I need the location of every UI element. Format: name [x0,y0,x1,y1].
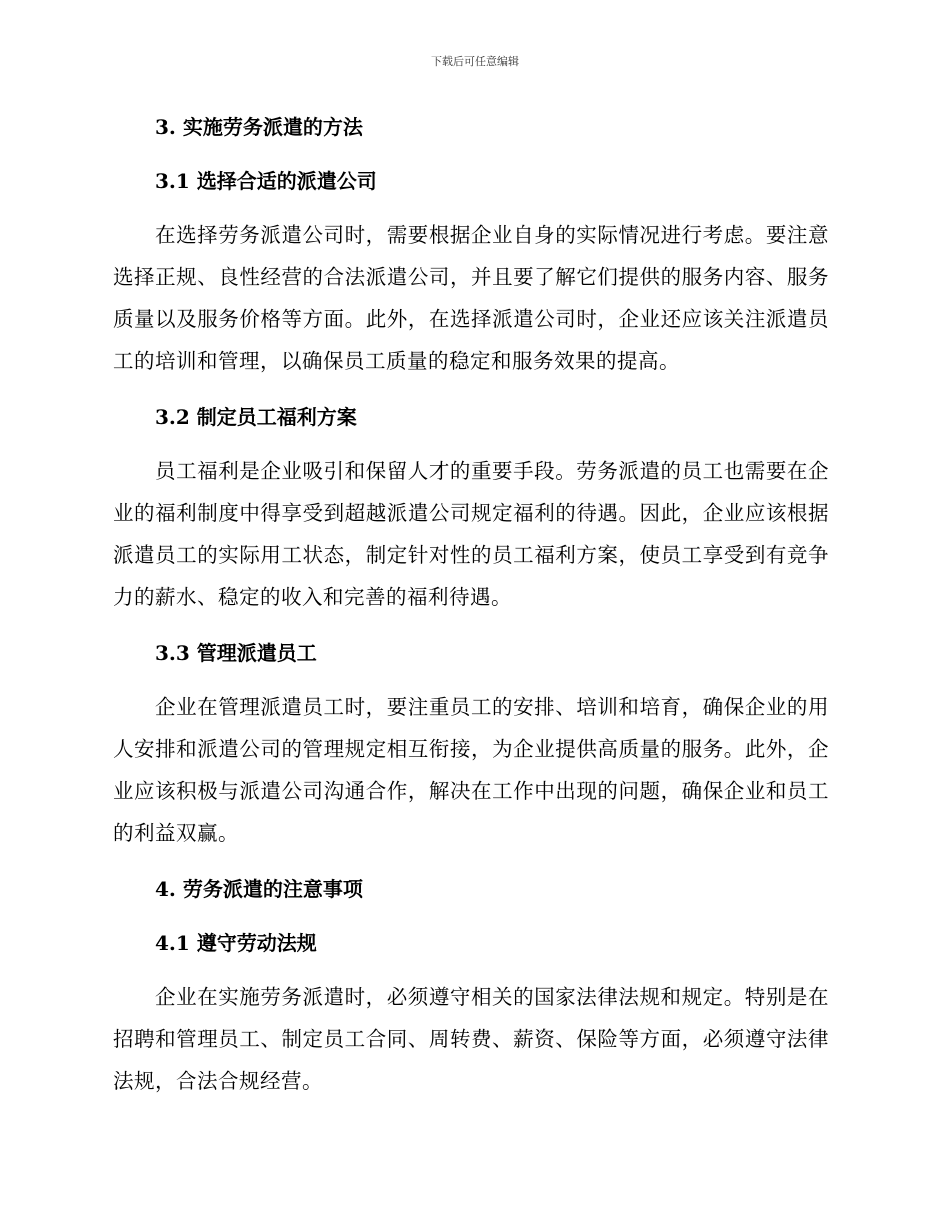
document-body [113,110,829,1102]
subsection-heading-3-1: 3.1 选择合适的派遣公司 [155,169,377,193]
paragraph-3-1: 在选择劳务派遣公司时，需要根据企业自身的实际情况进行考虑。要注意选择正规、良性经营的合法派遣公司，并且要了解它们提供的服务内容、服务质量以及服务价格等方面。此外，在选择派遣公司时，企业还应该关注派遣员工的培训和管理，以确保员工质量的稳定和服务效果的提高。 [113,223,829,373]
subsection-heading-3-3: 3.3 管理派遣员工 [155,641,317,665]
subsection-heading-4-1: 4.1 遵守劳动法规 [155,931,317,955]
section-heading-3: 3. 实施劳务派遣的方法 [155,115,363,139]
paragraph-3-3: 企业在管理派遣员工时，要注重员工的安排、培训和培育，确保企业的用人安排和派遣公司的管理规定相互衔接，为企业提供高质量的服务。此外，企业应该积极与派遣公司沟通合作，解决在工作中出现的问题，确保企业和员工的利益双赢。 [113,695,829,845]
page-header: 下载后可任意编辑 [431,55,519,68]
subsection-heading-3-2: 3.2 制定员工福利方案 [155,405,357,429]
section-heading-4: 4. 劳务派遣的注意事项 [155,877,363,901]
paragraph-4-1: 企业在实施劳务派遣时，必须遵守相关的国家法律法规和规定。特别是在招聘和管理员工、制定员工合同、周转费、薪资、保险等方面，必须遵守法律法规，合法合规经营。 [113,985,829,1093]
paragraph-3-2: 员工福利是企业吸引和保留人才的重要手段。劳务派遣的员工也需要在企业的福利制度中得享受到超越派遣公司规定福利的待遇。因此，企业应该根据派遣员工的实际用工状态，制定针对性的员工福利方案，使员工享受到有竞争力的薪水、稳定的收入和完善的福利待遇。 [113,459,829,609]
